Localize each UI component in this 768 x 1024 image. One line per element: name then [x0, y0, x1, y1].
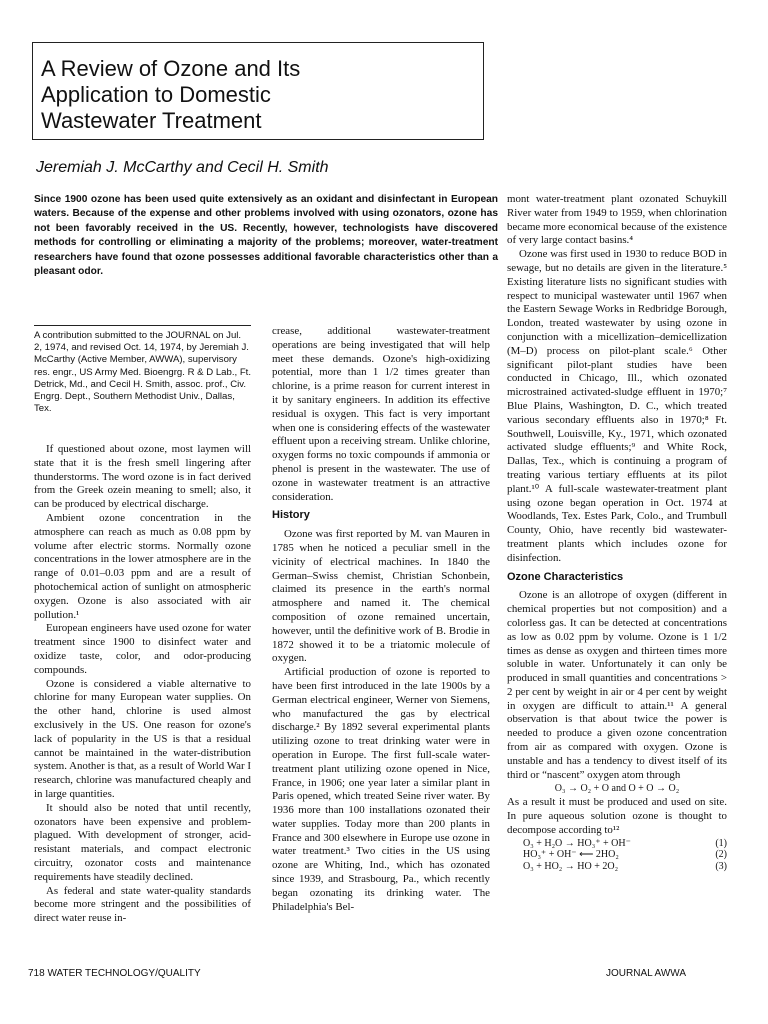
- footer-journal-label: JOURNAL AWWA: [606, 968, 687, 979]
- paragraph: European engineers have used ozone for water treatment since 1900 to disinfect water and oxidize taste, color, and odor-producing compounds.: [34, 622, 251, 676]
- paragraph: Artificial production of ozone is reported to have been first introduced in the late 1900s by a German electrical engineer, Werner von Siemens, who manufactured the gas by electrical discharge.² By 1892 several experimental plants utilizing ozone to treat drinking water were in operation in Europe. The first full-scale water-treatment plant utilizing ozone opened in Nice, France, in 1906; one year later a similar plant in Paris opened, which treated Seine river water. By 1936 more than 100 installations ozonated their water supplies. Today more than 200 plants in France and 300 elsewhere in Europe use ozone in water treatment.³ Two cities in the US using ozone are Whiting, Ind., which has ozonated since 1939, and Strasbourg, Pa., which recently began ozonating its drinking water. The Philadelphia's Bel-: [272, 666, 490, 913]
- equation-expression: HO₃⁺ + OH⁻ ⟵ 2HO₂: [523, 849, 619, 861]
- title-line: Application to Domestic: [41, 82, 271, 107]
- equation-expression: O₃ + HO₂ → HO + 2O₂: [523, 860, 619, 872]
- paragraph: Ozone is an allotrope of oxygen (different in chemical properties but not composition) and a colorless gas. It can be detected at concentrations as low as 0.02 ppm by volume. Ozone is 1 1/2 times as dense as oxygen and thirteen times more soluble in water. Unfortunately it can only be produced in small quantities and concentrations > 2 per cent by weight in air or 4 per cent by weight in oxygen are difficult to attain.¹¹ A general observation is that about twice the power is needed to produce a given ozone concentration from air as compared with oxygen. Ozone is unstable and has a tendency to divest itself of its third or “nascent” oxygen atom through: [507, 589, 727, 781]
- contribution-footnote: A contribution submitted to the JOURNAL on Jul. 2, 1974, and revised Oct. 14, 1974, by Jeremiah J. McCarthy (Active Member, AWWA), supervisory res. engr., US Army Med. Bioengrg. R & D Lab., Ft. Detrick, Md., and Cecil H. Smith, assoc. prof., Civ. Engrg. Dept., Southern Methodist Univ., Dallas, Tex.: [34, 325, 251, 415]
- equation: O₃ → O₂ + O and O + O → O₂: [554, 783, 680, 795]
- paragraph: Ozone was first used in 1930 to reduce BOD in sewage, but no details are given in the literature.⁵ Existing literature lists no significant studies with respect to municipal wastewater until 1967 when the Eastern Sewage Works in Redbridge Borough, London, treated wastewater by using ozone in conjunction with a micellization–demicellization (M–D) process on pilot-plant scale.⁶ Other significant pilot-plant studies have been conducted in Chicago, Ill., which ozonated microstrained activated-sludge effluent in 1970;⁷ Blue Plains, Washington, D. C., which treated various secondary effluents also in 1970;⁸ Ft. Southwell, Louisville, Ky., 1971, which ozonated activated sludge effluents;⁹ and White Rock, Dallas, Tex., which is continuing a program of treating various tertiary effluents at its pilot plant.¹⁰ A full-scale wastewater-treatment plant using ozone began operation in Oct. 1974 at Woodlands, Tex. Estes Park, Colo., and Trumbull County, Ohio, have recently bid wastewater-treatment plants which includes ozone for disinfection.: [507, 248, 727, 564]
- column-3: [507, 193, 727, 872]
- equation-row: [507, 838, 727, 850]
- section-heading-characteristics: Ozone Characteristics: [507, 570, 624, 583]
- paragraph: As federal and state water-quality standards become more stringent and the possibilities of direct water reuse in-: [34, 884, 251, 925]
- equation-number: (3): [715, 860, 727, 872]
- paragraph: mont water-treatment plant ozonated Schuykill River water from 1949 to 1959, when chlorination became more economical because of the existence of very large contact basins.⁴: [507, 193, 727, 247]
- column-2: [272, 325, 490, 914]
- paragraph: Ambient ozone concentration in the atmosphere can reach as much as 0.08 ppm by volume after electric storms. Normally ozone concentrations in the lower atmosphere are in the range of 0.01–0.03 ppm and are a result of photochemical action of sunlight on atmospheric oxygen. Ozone is also associated with air pollution.¹: [34, 511, 251, 621]
- abstract: Since 1900 ozone has been used quite extensively as an oxidant and disinfectant in European waters. Because of the expense and other problems involved with using ozonators, ozone has not been favorably received in the US. Recently, however, technologists have discovered methods for controlling or eliminating a majority of the problems; moreover, water-treatment researchers have found that ozone possesses additional favorable characteristics other than a pleasant odor.: [34, 194, 498, 278]
- paragraph: Ozone was first reported by M. van Mauren in 1785 when he noticed a peculiar smell in the vicinity of electrical machines. In 1840 the German–Swiss chemist, Christian Schonbein, claimed its presence in the earth's normal atmosphere and named it. The chemical composition of ozone remained uncertain, however, until the definitive work of B. Brodie in 1872 showed it to be a triatomic molecule of oxygen.: [272, 528, 490, 665]
- paragraph: Ozone is considered a viable alternative to chlorine for many European water supplies. On the other hand, chlorine is used almost exclusively in the US. One reason for ozone's lack of popularity in the US is that a residual cannot be maintained in the water-distribution system. Another is that, as a result of World War I research, chlorine was manufactured cheaply and in large quantities.: [34, 677, 251, 800]
- paragraph: If questioned about ozone, most laymen will state that it is the fresh smell lingering after thunderstorms. The word ozone is in fact derived from the Greek ozein meaning to smell; also, it can be produced by electrical discharge.: [34, 443, 251, 511]
- equation-expression: O₃ + H₂O → HO₃⁺ + OH⁻: [523, 837, 631, 849]
- authors: Jeremiah J. McCarthy and Cecil H. Smith: [36, 159, 329, 176]
- footer-page-label: 718 WATER TECHNOLOGY/QUALITY: [28, 968, 201, 979]
- paragraph: As a result it must be produced and used on site. In pure aqueous solution ozone is thought to decompose according to¹²: [507, 796, 727, 836]
- title-line: A Review of Ozone and Its: [41, 56, 301, 81]
- equation-number: (2): [715, 849, 727, 861]
- title-line: Wastewater Treatment: [41, 108, 262, 133]
- section-heading-history: History: [272, 509, 310, 522]
- column-1: [34, 443, 251, 926]
- equation-row: [507, 849, 727, 861]
- paragraph: It should also be noted that until recently, ozonators have been expensive and problem-plagued. With development of stronger, acid-resistant materials, and compact electronic circuitry, ozonator costs and maintenance requirements have steadily declined.: [34, 801, 251, 883]
- equation-row: [507, 861, 727, 873]
- paragraph: crease, additional wastewater-treatment operations are being investigated that will help meet these demands. Ozone's high-oxidizing potential, more than 1 1/2 times greater than chlorine, is a prime reason for current interest in it by sanitary engineers. In addition its effective residual is oxygen. This fact is very important when one is considering effects of the wastewater effluent upon a receiving stream. Unlike chlorine, oxygen forms no toxic compounds if ammonia or phenol is present in the wastewater. The use of ozone in wastewater treatment is an attractive consideration.: [272, 325, 490, 503]
- equation-number: (1): [715, 837, 727, 849]
- article-title: [41, 56, 461, 134]
